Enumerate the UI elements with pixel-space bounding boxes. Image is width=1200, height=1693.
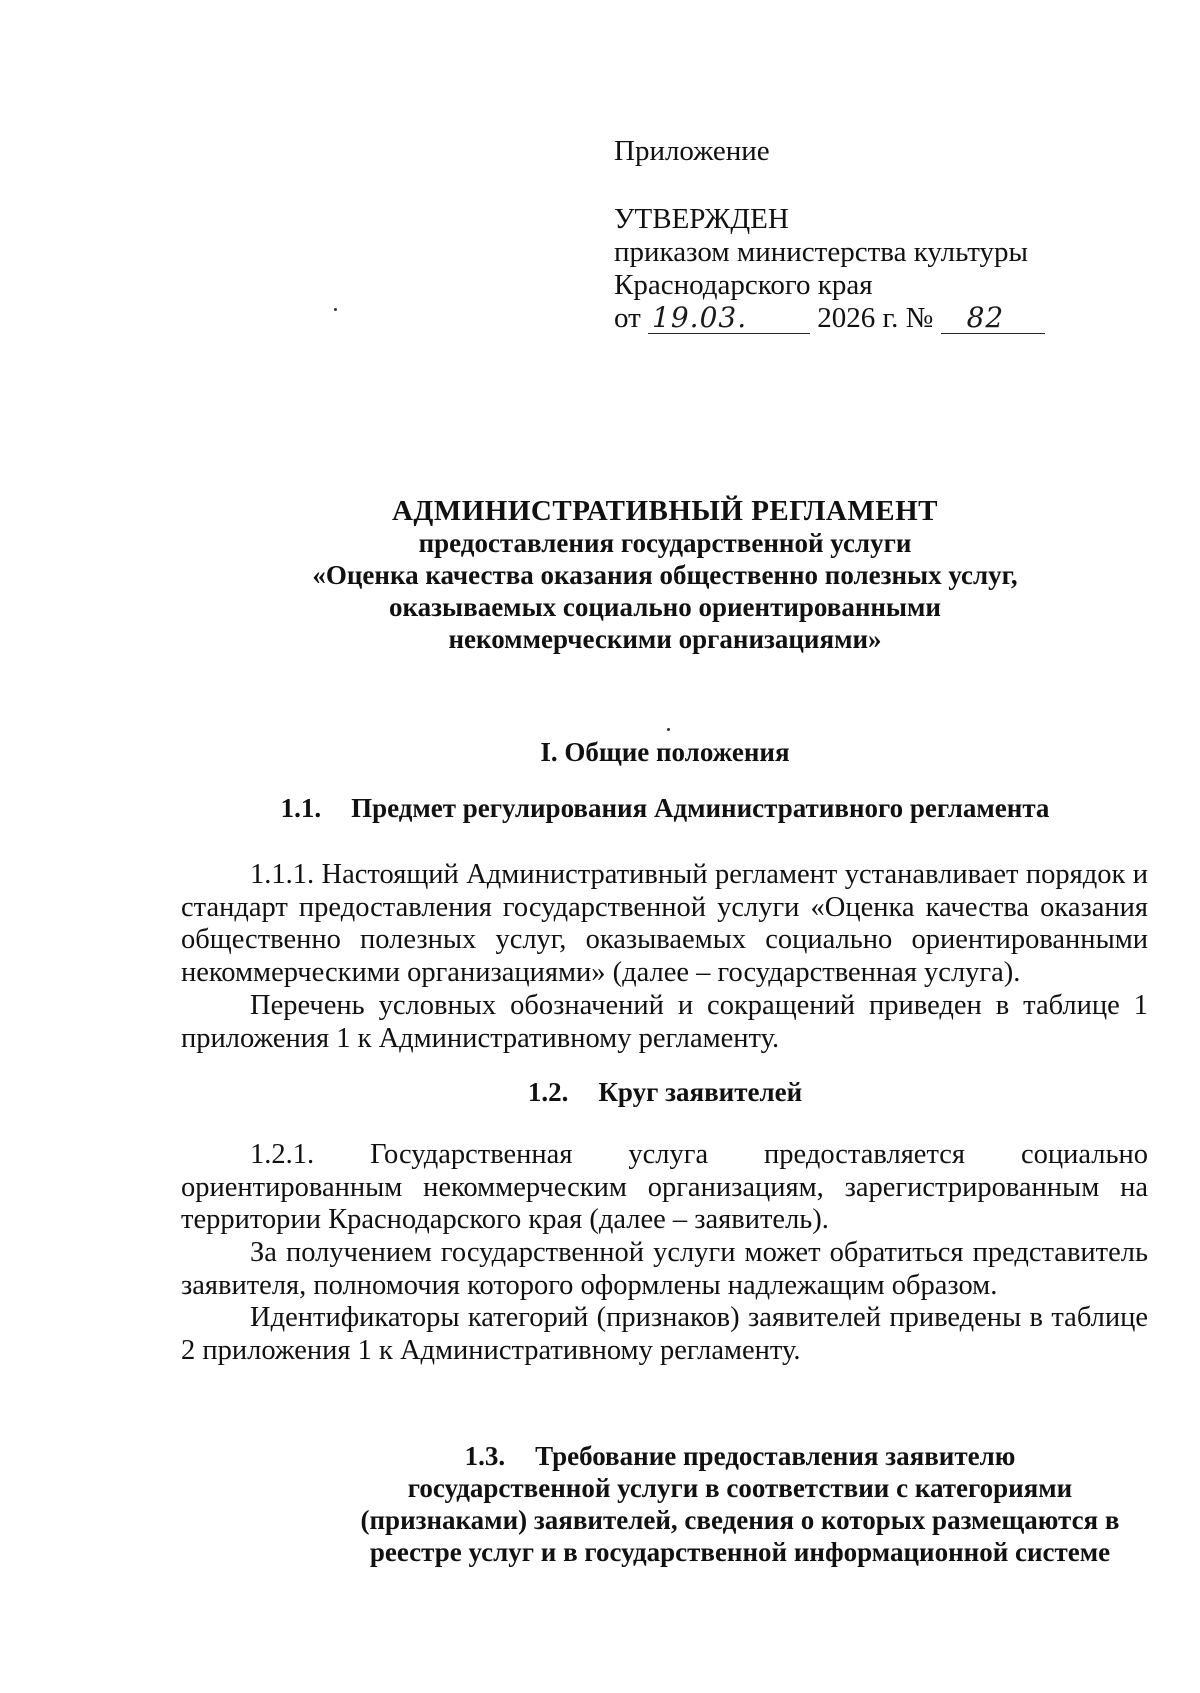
subsection-1-3-line-3: (признаками) заявителей, сведения о которых размещаются в: [360, 1505, 1120, 1535]
subsection-1-3-title-1: Требование предоставления заявителю: [535, 1441, 1016, 1471]
subsection-1-2-heading: [180, 1076, 1150, 1108]
paragraph-1-2-identifiers: Идентификаторы категорий (признаков) заявителей приведены в таблице 2 приложения 1 к Административному регламенту.: [181, 1302, 1148, 1366]
subsection-1-3-line-2: государственной услуги в соответствии с категориями: [407, 1473, 1073, 1503]
approval-region-line: Краснодарского края: [614, 269, 873, 301]
approval-date-line: [614, 302, 1134, 335]
year-number-label: 2026 г. №: [817, 302, 934, 334]
title-line-2: предоставления государственной услуги: [418, 528, 912, 558]
date-field: [648, 303, 810, 334]
date-prefix: от: [614, 302, 641, 334]
section-1-heading: I. Общие положения: [540, 737, 790, 767]
subsection-1-2-number: 1.2.: [527, 1077, 569, 1107]
subsection-1-3-line-4: реестре услуг и в государственной информационной системе: [369, 1537, 1111, 1567]
paragraph-1-1-1: 1.1.1. Настоящий Административный регламент устанавливает порядок и стандарт предоставления государственной услуги «Оценка качества оказания общественно полезных услуг, оказываемых социально ориентированными некоммерческими организациями» (далее – государственная услуга).: [181, 859, 1148, 988]
subsection-1-1-heading: [180, 792, 1150, 824]
subsection-1-1-number: 1.1.: [280, 793, 322, 823]
scan-speck: [334, 308, 337, 311]
subsection-1-3-number: 1.3.: [464, 1441, 506, 1471]
title-line-4: оказываемых социально ориентированными: [389, 592, 941, 622]
handwritten-date: 19.03.: [652, 301, 748, 334]
approved-label: УТВЕРЖДЕН: [614, 203, 789, 235]
title-line-5: некоммерческими организациями»: [448, 624, 882, 654]
subsection-1-3-heading: [330, 1440, 1150, 1568]
title-line-1: АДМИНИСТРАТИВНЫЙ РЕГЛАМЕНТ: [391, 495, 938, 527]
approval-order-line: приказом министерства культуры: [614, 236, 1028, 268]
document-title: [180, 495, 1150, 655]
scan-speck: [667, 728, 670, 731]
appendix-label: Приложение: [614, 135, 770, 167]
subsection-1-2-title: Круг заявителей: [598, 1077, 803, 1107]
paragraph-1-2-representative: За получением государственной услуги может обратиться представитель заявителя, полномочия которого оформлены надлежащим образом.: [181, 1237, 1148, 1301]
title-line-3: «Оценка качества оказания общественно полезных услуг,: [312, 560, 1018, 590]
subsection-1-1-title: Предмет регулирования Административного регламента: [351, 793, 1050, 823]
paragraph-1-2-1: 1.2.1. Государственная услуга предоставляется социально ориентированным некоммерческим организациям, зарегистрированным на территории Краснодарского края (далее – заявитель).: [181, 1139, 1148, 1235]
number-field: [941, 303, 1045, 334]
paragraph-1-1-list: Перечень условных обозначений и сокращений приведен в таблице 1 приложения 1 к Административному регламенту.: [181, 990, 1148, 1054]
approval-block: [614, 135, 1134, 335]
subsection-1-3-line-1: [330, 1440, 1150, 1472]
handwritten-number: 82: [966, 301, 1005, 334]
